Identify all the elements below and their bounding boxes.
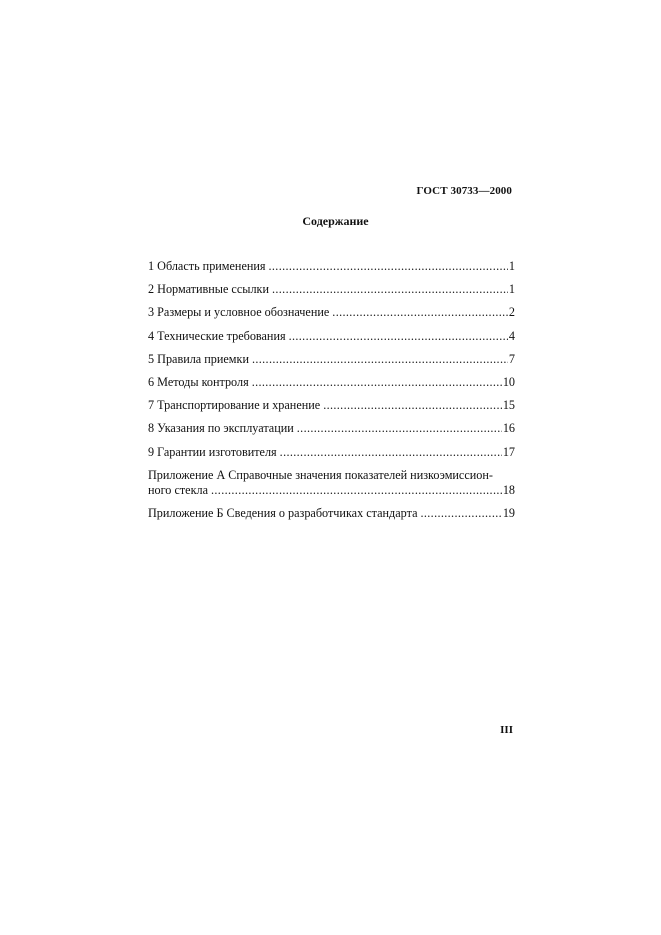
toc-entry[interactable] — [148, 329, 515, 344]
toc-entry[interactable] — [148, 282, 515, 297]
toc-entry[interactable] — [148, 468, 515, 498]
dot-leader — [211, 483, 502, 498]
dot-leader — [269, 259, 508, 274]
dot-leader — [297, 421, 502, 436]
toc-entry[interactable] — [148, 506, 515, 521]
toc-entry-title: 4 Технические требования — [148, 328, 286, 343]
toc-entry-page: 16 — [502, 421, 515, 436]
dot-leader — [323, 398, 502, 413]
toc-title: Содержание — [302, 214, 369, 228]
toc-entry[interactable] — [148, 421, 515, 436]
toc-entry[interactable] — [148, 445, 515, 460]
page-number: III — [500, 724, 513, 736]
toc-entry-title: 2 Нормативные ссылки — [148, 282, 269, 297]
dot-leader — [332, 305, 508, 320]
toc-entry[interactable] — [148, 305, 515, 320]
toc-entry-page: 17 — [502, 444, 515, 459]
dot-leader — [252, 352, 508, 367]
toc-entry-title-line2: ного стекла — [148, 482, 209, 497]
toc-entry-page: 4 — [508, 328, 515, 343]
toc-entry-page: 1 — [508, 282, 515, 297]
dot-leader — [272, 282, 508, 297]
toc-entry-page: 19 — [502, 505, 515, 520]
toc-entry-title: 5 Правила приемки — [148, 351, 249, 366]
toc-entry-page: 1 — [508, 259, 515, 273]
toc-entry-page: 15 — [502, 398, 515, 413]
table-of-contents — [148, 259, 515, 529]
toc-entry-page: 7 — [508, 351, 515, 366]
toc-entry-page: 18 — [502, 482, 515, 497]
toc-entry[interactable] — [148, 259, 515, 274]
toc-entry-title: 7 Транспортирование и хранение — [148, 398, 321, 413]
toc-entry[interactable] — [148, 375, 515, 390]
toc-entry-title-line1: Приложение А Справочные значения показателей низкоэмиссион- — [148, 467, 493, 482]
toc-entry-title: 1 Область применения — [148, 259, 266, 273]
toc-entry-title: 8 Указания по эксплуатации — [148, 421, 294, 436]
toc-entry-title: Приложение Б Сведения о разработчиках стандарта — [148, 505, 418, 520]
dot-leader — [280, 445, 502, 460]
toc-entry-title: 9 Гарантии изготовителя — [148, 444, 277, 459]
toc-entry[interactable] — [148, 398, 515, 413]
toc-entry-page: 2 — [508, 305, 515, 320]
toc-entry-title: 3 Размеры и условное обозначение — [148, 305, 330, 320]
toc-entry[interactable] — [148, 352, 515, 367]
document-code: ГОСТ 30733—2000 — [416, 185, 512, 197]
dot-leader — [252, 375, 502, 390]
dot-leader — [289, 329, 508, 344]
toc-entry-title: 6 Методы контроля — [148, 374, 249, 389]
toc-entry-page: 10 — [502, 374, 515, 389]
dot-leader — [420, 506, 501, 521]
